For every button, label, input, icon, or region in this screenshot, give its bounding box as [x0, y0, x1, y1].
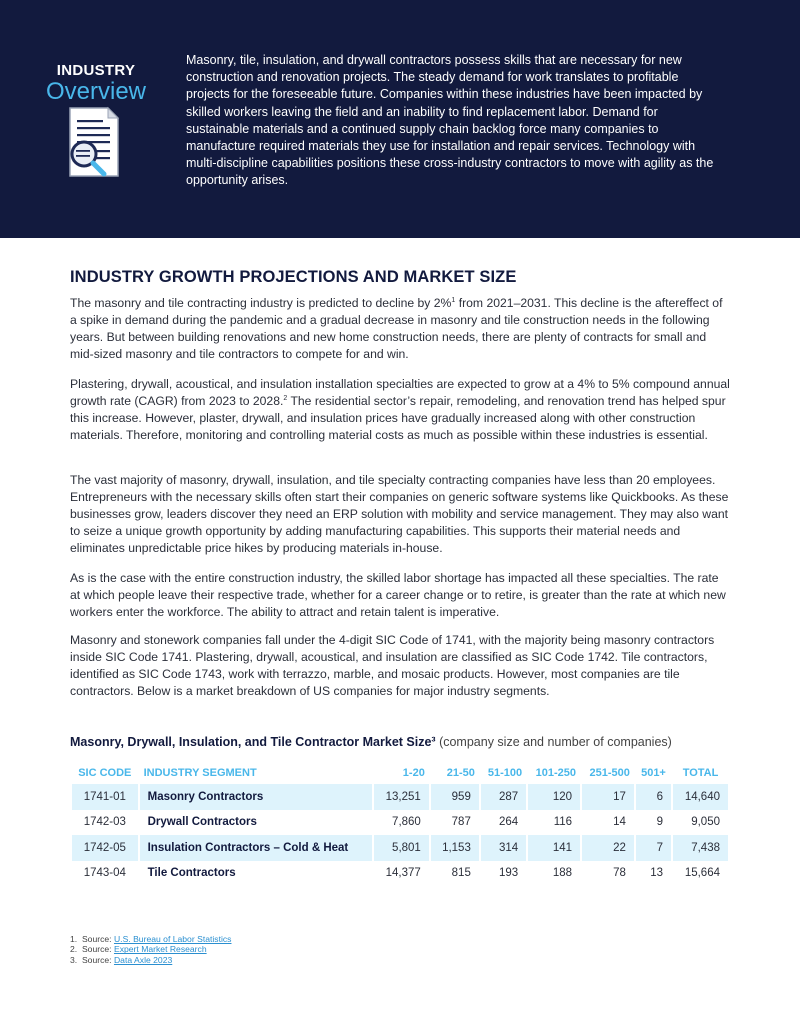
total-cell: 15,664	[684, 867, 720, 880]
count-cell: 7	[636, 835, 671, 861]
count-cell: 17	[582, 784, 634, 810]
footnote: 3. Source: Data Axle 2023	[70, 954, 173, 965]
total-cell: 9,050	[691, 816, 720, 829]
paragraph-masonry-decline: The masonry and tile contracting industry is predicted to decline by 2%$^1$ from 2021–2031. This decline is the aftereffect of a spike in demand during the pandemic and a gradual decrease in masonry and tile construction needs in the following years. But between building renovations and new home construction needs, there are plenty of contracts for small and mid-sized masonry and tile contractors to compete for and win.	[70, 296, 723, 362]
footnote-link-bls[interactable]: U.S. Bureau of Labor Statistics	[113, 934, 232, 944]
table-row	[72, 784, 728, 810]
column-header-251-500: 251-500	[589, 767, 630, 779]
paragraph-labor-shortage: As is the case with the entire construction industry, the skilled labor shortage has impacted all these specialties. The rate at which people leave their respective trade, whether for a career change or to retire, is greater than the rate at which new workers enter the workforce. The ability to attract and retain talent is imperative.	[70, 571, 726, 620]
table-row	[72, 835, 728, 861]
sic-code-cell: 1743-04	[83, 867, 126, 880]
column-header-total: TOTAL	[682, 767, 719, 779]
count-cell: 141	[528, 835, 580, 861]
footnotes	[70, 934, 231, 965]
count-cell: 188	[552, 867, 573, 880]
footnote-link-expert-market-research[interactable]: Expert Market Research	[113, 944, 207, 955]
count-cell: 287	[481, 784, 526, 810]
segment-cell: Masonry Contractors	[140, 784, 372, 810]
column-header-51-100: 51-100	[487, 767, 523, 779]
footnote-link-data-axle[interactable]: Data Axle 2023	[113, 954, 173, 965]
column-header-sic-code: SIC CODE	[78, 767, 132, 779]
table-header-row	[72, 762, 728, 784]
count-cell: 116	[553, 816, 573, 829]
market-size-table	[70, 762, 730, 886]
footnote: 1. Source: U.S. Bureau of Labor Statistics	[70, 934, 232, 944]
table-title: Masonry, Drywall, Insulation, and Tile Contractor Market Size³ (company size and number of companies)	[70, 735, 672, 749]
segment-cell: Insulation Contractors – Cold & Heat	[140, 835, 372, 861]
header-banner	[0, 0, 800, 238]
sic-code-cell: 1741-01	[72, 784, 138, 810]
count-cell: 815	[451, 867, 471, 880]
count-cell: 7,860	[392, 816, 421, 829]
sic-code-cell: 1742-05	[72, 835, 138, 861]
count-cell: 14	[613, 816, 626, 829]
industry-overview-title	[42, 62, 150, 106]
section-heading: INDUSTRY GROWTH PROJECTIONS AND MARKET SIZE	[70, 268, 517, 286]
sic-code-cell: 1742-03	[83, 816, 126, 829]
count-cell: 5,801	[374, 835, 429, 861]
count-cell: 78	[613, 867, 626, 880]
count-cell: 13,251	[374, 784, 429, 810]
count-cell: 787	[451, 816, 471, 829]
document-magnifier-icon	[64, 106, 126, 182]
paragraph-small-companies: The vast majority of masonry, drywall, insulation, and tile specialty contracting companies have less than 20 employees. Entrepreneurs with the necessary skills often start their companies on generic software systems like Quickbooks. As these businesses grow, leaders discover they need an ERP solution with mobility and service management. They may also want to seize a unique growth opportunity by adding manufacturing capabilities. This supports their material needs and eliminates unpredictable price hikes by producing materials in-house.	[70, 473, 729, 556]
segment-cell: Drywall Contractors	[147, 816, 257, 829]
column-header-101-250: 101-250	[535, 767, 577, 779]
overview-label: Overview	[45, 78, 147, 105]
count-cell: 14,377	[385, 867, 421, 880]
count-cell: 314	[481, 835, 526, 861]
count-cell: 1,153	[431, 835, 479, 861]
count-cell: 264	[498, 816, 519, 829]
column-header-industry-segment: INDUSTRY SEGMENT	[143, 767, 257, 779]
count-cell: 193	[498, 867, 519, 880]
total-cell: 14,640	[673, 784, 728, 810]
table-row	[72, 861, 728, 887]
count-cell: 22	[582, 835, 634, 861]
total-cell: 7,438	[673, 835, 728, 861]
column-header-1-20: 1-20	[402, 767, 425, 779]
footnote: 2. Source: Expert Market Research	[70, 944, 207, 955]
count-cell: 9	[656, 816, 664, 829]
count-cell: 13	[650, 867, 664, 880]
industry-label: INDUSTRY	[56, 62, 136, 79]
table-row	[72, 810, 728, 836]
count-cell: 6	[636, 784, 671, 810]
segment-cell: Tile Contractors	[147, 867, 236, 880]
column-header-501-plus: 501+	[641, 767, 666, 779]
column-header-21-50: 21-50	[446, 767, 475, 779]
count-cell: 959	[431, 784, 479, 810]
intro-paragraph: Masonry, tile, insulation, and drywall contractors possess skills that are necessary for new construction and renovation projects. The steady demand for work translates to profitable projects for the foreseeable future. Companies within these industries have been impacted by skilled workers leaving the field and an inability to find replacement labor. Demand for sustainable materials and a continued supply chain backlog force many companies to manufacture required materials they use for installation and repair services. Technology with multi-discipline capabilities positions these cross-industry contractors to move with agility as the opportunity arises.	[186, 53, 714, 188]
count-cell: 120	[528, 784, 580, 810]
paragraph-drywall-growth: Plastering, drywall, acoustical, and insulation installation specialties are expected to grow at a 4% to 5% compound annual growth rate (CAGR) from 2023 to 2028.$^2$ The residential sector’s repair, remodeling, and renovation trend has helped spur this increase. However, plaster, drywall, and insulation prices have gradually increased along with other construction materials. Therefore, monitoring and controlling material costs as much as possible within these industries is essential.	[70, 377, 730, 443]
paragraph-sic-codes: Masonry and stonework companies fall under the 4-digit SIC Code of 1741, with the majority being masonry contractors inside SIC Code 1741. Plastering, drywall, acoustical, and insulation are classified as SIC Code 1742. Tile contractors, identified as SIC Code 1743, work with terrazzo, marble, and mosaic products. However, most companies are tile contractors. Below is a market breakdown of US companies for major industry segments.	[70, 633, 715, 699]
